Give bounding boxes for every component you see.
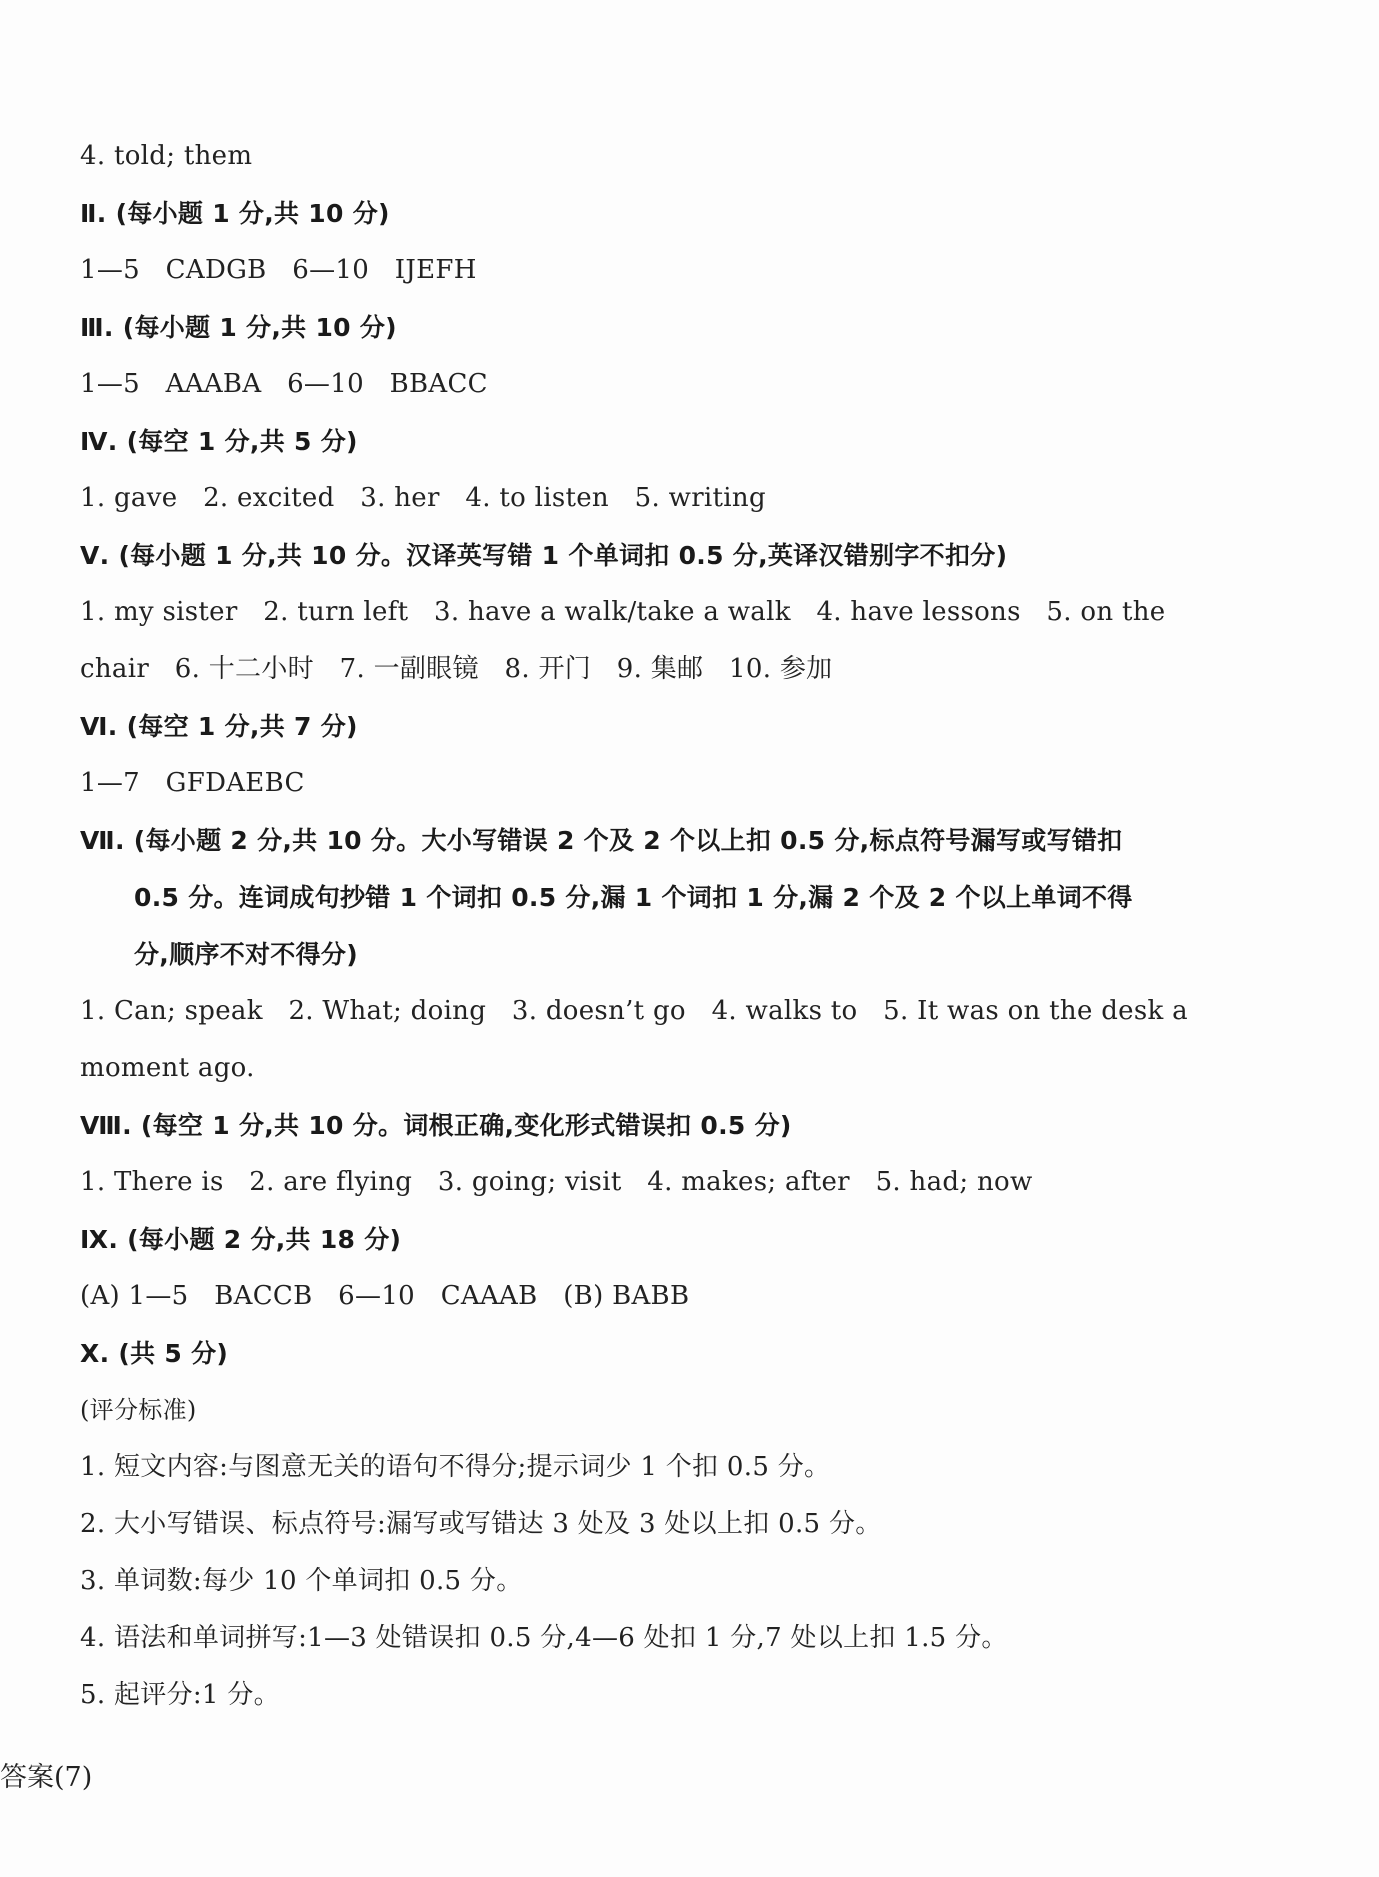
answer-line: 1—5 AAABA 6—10 BBACC [80, 369, 488, 399]
answer-line: 4. told; them [80, 141, 253, 171]
criteria-item: 1. 短文内容:与图意无关的语句不得分;提示词少 1 个扣 0.5 分。 [80, 1452, 831, 1482]
section-heading-10: Ⅹ. (共 5 分) [80, 1339, 229, 1368]
section-heading-6: Ⅵ. (每空 1 分,共 7 分) [80, 712, 358, 741]
section-heading-9: Ⅸ. (每小题 2 分,共 18 分) [80, 1225, 402, 1254]
criteria-item: 5. 起评分:1 分。 [80, 1680, 280, 1710]
answer-content [80, 128, 1200, 1724]
answer-line: 1. There is 2. are flying 3. going; visit 4. makes; after 5. had; now [80, 1167, 1033, 1197]
section-heading-4: Ⅳ. (每空 1 分,共 5 分) [80, 427, 358, 456]
section-heading-7-cont: 分,顺序不对不得分) [134, 940, 358, 969]
answer-line: 1. gave 2. excited 3. her 4. to listen 5. writing [80, 483, 766, 513]
criteria-item: 3. 单词数:每少 10 个单词扣 0.5 分。 [80, 1566, 523, 1596]
criteria-item: 4. 语法和单词拼写:1—3 处错误扣 0.5 分,4—6 处扣 1 分,7 处以上扣 1.5 分。 [80, 1623, 1008, 1653]
answer-line: moment ago. [80, 1053, 255, 1083]
scoring-criteria-label: (评分标准) [80, 1396, 197, 1424]
answer-line: (A) 1—5 BACCB 6—10 CAAAB (B) BABB [80, 1281, 690, 1311]
section-heading-7-cont: 0.5 分。连词成句抄错 1 个词扣 0.5 分,漏 1 个词扣 1 分,漏 2 个及 2 个以上单词不得 [134, 883, 1133, 912]
answer-line: 1—7 GFDAEBC [80, 768, 305, 798]
answer-line: chair 6. 十二小时 7. 一副眼镜 8. 开门 9. 集邮 10. 参加 [80, 654, 833, 684]
section-heading-3: Ⅲ. (每小题 1 分,共 10 分) [80, 313, 397, 342]
section-heading-8: Ⅷ. (每空 1 分,共 10 分。词根正确,变化形式错误扣 0.5 分) [80, 1111, 792, 1140]
section-heading-5: Ⅴ. (每小题 1 分,共 10 分。汉译英写错 1 个单词扣 0.5 分,英译汉错别字不扣分) [80, 541, 1008, 570]
criteria-item: 2. 大小写错误、标点符号:漏写或写错达 3 处及 3 处以上扣 0.5 分。 [80, 1509, 882, 1539]
answer-line: 1—5 CADGB 6—10 IJEFH [80, 255, 477, 285]
answer-line: 1. my sister 2. turn left 3. have a walk/take a walk 4. have lessons 5. on the [80, 597, 1166, 627]
section-heading-2: Ⅱ. (每小题 1 分,共 10 分) [80, 199, 390, 228]
section-heading-7: Ⅶ. (每小题 2 分,共 10 分。大小写错误 2 个及 2 个以上扣 0.5 分,标点符号漏写或写错扣 [80, 826, 1123, 855]
page-footer: 答案(7) [0, 1762, 93, 1793]
answer-line: 1. Can; speak 2. What; doing 3. doesn’t go 4. walks to 5. It was on the desk a [80, 996, 1188, 1026]
